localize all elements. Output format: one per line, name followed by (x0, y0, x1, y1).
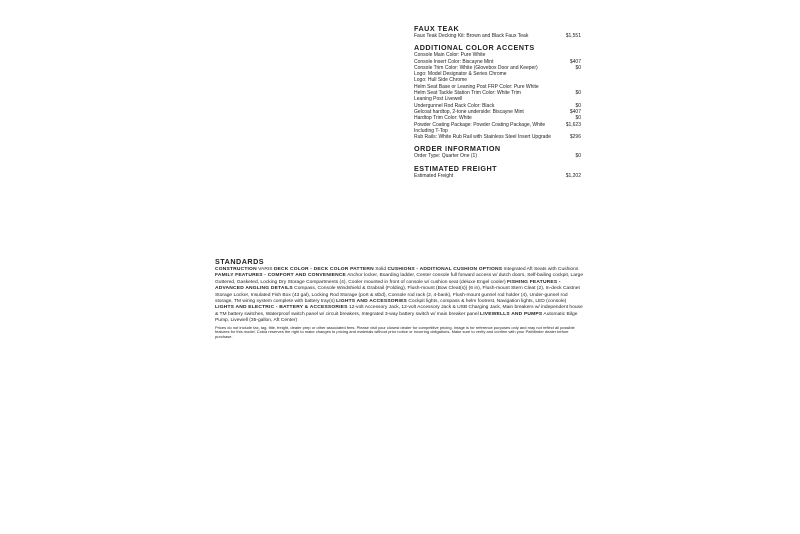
standards-paragraph (215, 267, 585, 325)
option-description: Estimated Freight (414, 172, 454, 179)
standards-section (215, 257, 585, 339)
option-description: Leaning Post Livewell (414, 96, 463, 103)
option-description: Order Type: Quarter One (1) (414, 153, 477, 160)
standards-text: Integrated Aft Seats with Cushions (502, 267, 579, 272)
standards-category-label: LIGHTS AND ELECTRIC - BATTERY & ACCESSORIES (215, 305, 348, 311)
disclaimer: Prices do not include tax, tag, title, freight, dealer prep or other associated fees. Please visit your closest dealer for competitive pricing. Image is for reference purposes only and may not reflect all possible features for this model. Cobia reserves the right to make changes to pricing and materials without prior notice or incurring obligations. Make sure to verify and confirm with your Pathfinder dealer before purchase. (215, 324, 575, 339)
option-price: $407 (569, 108, 581, 115)
option-row (414, 33, 581, 39)
option-description: Logo: Model Designator & Series Chrome (414, 71, 507, 78)
option-description: Logo: Hull Side Chrome (414, 77, 468, 84)
option-description: Faux Teak Decking Kit: Brown and Black Faux Teak (414, 33, 529, 39)
option-description: Undergunnel Rod Rack Color: Black (414, 102, 495, 109)
standards-category-label: LIVEWELLS AND PUMPS (480, 311, 543, 317)
standards-text: Cockpit lights, compass & helm footrest, Navigation lights, LED (console) (407, 299, 567, 305)
option-row (414, 153, 581, 159)
standards-category-label: CUSHIONS - ADDITIONAL CUSHION OPTIONS (387, 267, 503, 272)
option-description: Console Insert Color: Biscayne Mint (414, 58, 494, 65)
color-accent-list (414, 52, 581, 140)
option-price: $407 (569, 58, 581, 65)
option-description: Helm Seat Tackle Station Trim Color: White Trim (414, 90, 521, 97)
option-row (414, 173, 581, 179)
standards-text: Compass, Console Windshield & Grabrail (Folding), Flush-mount (Bow Cleat(s)) (6 in), Flush-mount Stern Cleat (2), In-deck Castnet Storage Locker, Insulated Fish Box (43 gal), Locking Rod Storage (port & stbd), Console rod rack (2, 4-bank), Flush-mount gunnel rod holder (4), Under-gunnel rod storage, TM wiring system complete with battery tray(s) (215, 286, 580, 305)
section-heading-color-accents: ADDITIONAL COLOR ACCENTS (414, 43, 535, 53)
section-heading-standards: STANDARDS (215, 257, 265, 266)
option-description: Powder Coating Package: Powder Coating Package, White Including T-Top (414, 121, 546, 134)
option-price: $0 (575, 102, 581, 109)
standards-text: Anchor locker, Boarding ladder, Center console full forward access w/ dutch doors, Self-bailing cockpit, Large Guttered, Gasketed, Locking Dry Storage Compartments (4), Cooler mounted in front of console w/ cushion seat (deluxe Engel cooler) (215, 273, 584, 285)
option-price: $296 (569, 134, 581, 141)
option-price: $0 (575, 90, 581, 97)
option-price: $1,202 (565, 172, 581, 179)
standards-category-label: FAMILY FEATURES - COMFORT AND CONVENIENCE (215, 273, 347, 279)
standards-category-label: LIGHTS AND ACCESSORIES (336, 299, 408, 305)
standards-category-label: FISHING FEATURES - ADVANCED ANGLING DETAILS (215, 279, 561, 292)
option-price: $0 (575, 64, 581, 71)
standards-category-label: CONSTRUCTION (215, 267, 257, 272)
option-row (414, 122, 581, 135)
section-heading-faux-teak: FAUX TEAK (414, 24, 460, 33)
option-price: $1,623 (565, 121, 581, 128)
standards-text: VARIS (256, 267, 274, 272)
standards-text: 12-volt Accessory Jack, 12-volt Accessory Jack & USB Charging Jack, Main breakers w/ independent house & TM battery switches, Waterproof switch panel w/ circuit breakers, Integrated 3-way battery switch w/ main breaker panel (215, 305, 583, 317)
option-price: $0 (575, 153, 581, 160)
section-heading-order-information: ORDER INFORMATION (414, 144, 501, 154)
option-price: $0 (575, 115, 581, 122)
option-description: Rub Rails: White Rub Rail with Stainless Steel Insert Upgrade (414, 134, 552, 141)
standards-category-label: DECK COLOR - DECK COLOR PATTERN (273, 267, 374, 272)
option-description: Gelcoat hardtop, 2-tone underside: Biscayne Mint (414, 108, 524, 115)
standards-text: Solid (373, 267, 388, 272)
option-description: Helm Seat Base or Leaning Post FRP Color: Pure White (414, 83, 539, 90)
standards-body (215, 267, 585, 325)
option-description: Console Trim Color: White (Glovebox Door and Keeper) (414, 64, 538, 71)
option-description: Console Main Color: Pure White (414, 52, 486, 59)
options-list (414, 24, 581, 179)
section-heading-estimated-freight: ESTIMATED FREIGHT (414, 163, 498, 173)
option-description: Hardtop Trim Color: White (414, 115, 472, 122)
standards-text: Automatic Bilge Pump, Livewell (35-gallon, Aft Center) (215, 311, 578, 324)
option-row (414, 134, 581, 140)
option-price: $1,551 (565, 33, 581, 39)
